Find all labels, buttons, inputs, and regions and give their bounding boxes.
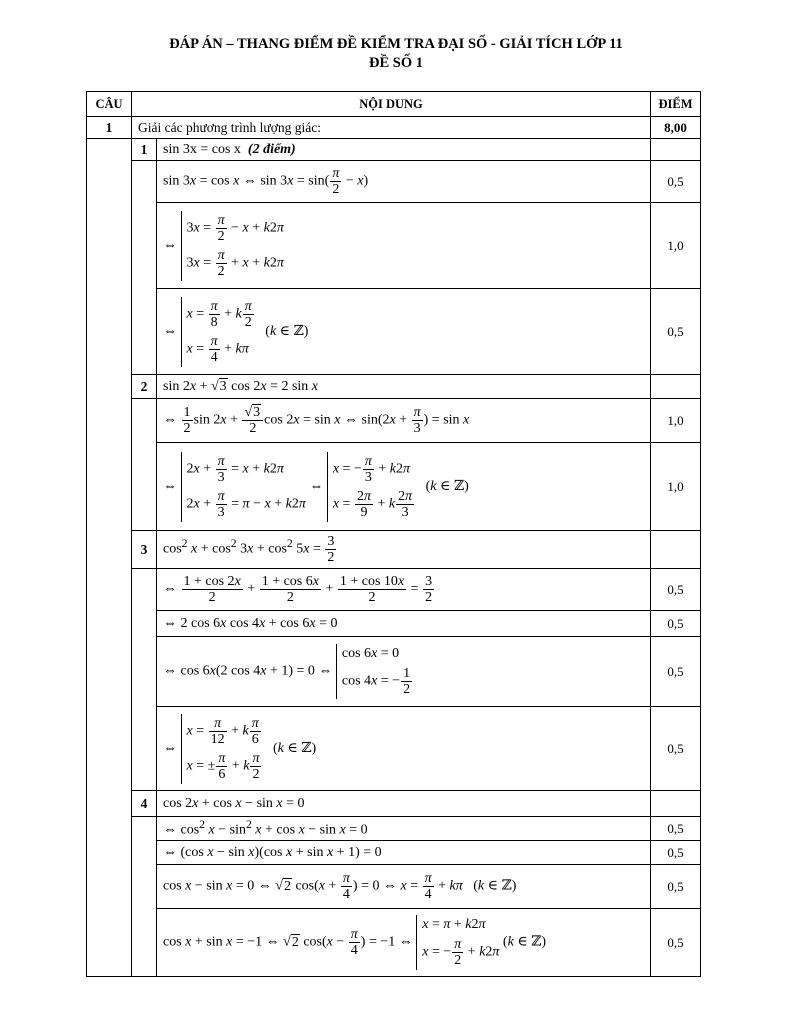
table-row xyxy=(87,909,701,977)
points-empty xyxy=(651,791,701,817)
question-number: 1 xyxy=(87,117,132,139)
step-content: ⇔ (cos x − sin x)(cos x + sin x + 1) = 0 xyxy=(157,841,651,865)
table-row xyxy=(87,707,701,791)
step-points: 0,5 xyxy=(651,289,701,375)
part-statement: sin 2x + √3 cos 2x = 2 sin x xyxy=(157,375,651,399)
header-cau: CÂU xyxy=(87,92,132,117)
step-points: 1,0 xyxy=(651,203,701,289)
spacer-cell xyxy=(132,399,157,531)
table-row xyxy=(87,443,701,531)
part-statement: cos 2x + cos x − sin x = 0 xyxy=(157,791,651,817)
step-content: sin 3x = cos x ⇔ sin 3x = sin( $\frac{\pi}{2}$ − x) xyxy=(157,161,651,203)
part-number: 1 xyxy=(132,139,157,161)
points-empty xyxy=(651,375,701,399)
step-points: 0,5 xyxy=(651,161,701,203)
step-points: 0,5 xyxy=(651,611,701,637)
header-diem: ĐIỂM xyxy=(651,92,701,117)
part-statement: $\cos^2 x + \cos^2 3x + \cos^2 5x$ = $\frac{3}{2}$ xyxy=(157,531,651,569)
points-empty xyxy=(651,531,701,569)
step-points: 1,0 xyxy=(651,443,701,531)
table-row xyxy=(87,865,701,909)
step-content: cos x − sin x = 0 ⇔ √2 cos(x + $\frac{\pi}{4}$ ) = 0 ⇔ x = $\frac{\pi}{4}$ + kπ (k ∈ ℤ) xyxy=(157,865,651,909)
step-content: ⇔ 2 cos 6x cos 4x + cos 6x = 0 xyxy=(157,611,651,637)
step-content: ⇔ x = $\frac{\pi}{8}$ + k $\frac{\pi}{2}$ x = $\frac{\pi}{4}$ + kπ (k ∈ ℤ) xyxy=(157,289,651,375)
table-row xyxy=(87,399,701,443)
step-content: ⇔ cos 6x(2 cos 4x + 1) = 0 ⇔ cos 6x = 0 cos 4x = − $\frac{1}{2}$ xyxy=(157,637,651,707)
table-row xyxy=(87,161,701,203)
page-title: ĐÁP ÁN – THANG ĐIỂM ĐỀ KIỂM TRA ĐẠI SỐ - GIẢI TÍCH LỚP 11 xyxy=(169,36,623,52)
step-content: ⇔ $\cos^2 x - \sin^2 x + \cos x - \sin x = 0$ xyxy=(157,817,651,841)
spacer-cell xyxy=(87,139,132,977)
step-content: ⇔ 2x + $\frac{\pi}{3}$ = x + k2π 2x + $\frac{\pi}{3}$ = π − x + k2π ⇔ x = − $\frac{\pi}{3}$ + k2π x = $\frac{2\pi}{9}$ + k $\frac{2\pi}{3}$ (k ∈ ℤ) xyxy=(157,443,651,531)
table-row xyxy=(87,117,701,139)
table-row xyxy=(87,611,701,637)
table-row xyxy=(87,841,701,865)
table-row xyxy=(87,817,701,841)
part-statement xyxy=(157,139,651,161)
table-row xyxy=(87,637,701,707)
table-row xyxy=(87,569,701,611)
page-subtitle: ĐỀ SỐ 1 xyxy=(369,55,423,71)
spacer-cell xyxy=(132,161,157,375)
part-statement-text: sin 3x = cos x xyxy=(163,141,241,157)
header-noidung: NỘI DUNG xyxy=(132,92,651,117)
step-content: ⇔ $\frac{1 + \cos 2x}{2}$ + $\frac{1 + \cos 6x}{2}$ + $\frac{1 + \cos 10x}{2}$ = $\frac{3}{2}$ xyxy=(157,569,651,611)
step-content: ⇔ $\frac{1}{2}$ sin 2x + $\frac{√3}{2}$ cos 2x = sin x ⇔ sin(2x + $\frac{\pi}{3}$ ) = sin x xyxy=(157,399,651,443)
step-content: ⇔ 3x = $\frac{\pi}{2}$ − x + k2π 3x = $\frac{\pi}{2}$ + x + k2π xyxy=(157,203,651,289)
step-points: 0,5 xyxy=(651,909,701,977)
table-row xyxy=(87,791,701,817)
step-points: 0,5 xyxy=(651,637,701,707)
table-row xyxy=(87,139,701,161)
table-row xyxy=(87,289,701,375)
table-row xyxy=(87,375,701,399)
answer-table xyxy=(86,91,701,977)
question-points: 8,00 xyxy=(651,117,701,139)
step-points: 0,5 xyxy=(651,841,701,865)
step-points: 0,5 xyxy=(651,817,701,841)
part-number: 4 xyxy=(132,791,157,817)
spacer-cell xyxy=(132,569,157,791)
spacer-cell xyxy=(132,817,157,977)
part-number: 2 xyxy=(132,375,157,399)
table-row xyxy=(87,203,701,289)
step-content: ⇔ x = $\frac{\pi}{12}$ + k $\frac{\pi}{6}$ x = ± $\frac{\pi}{6}$ + k $\frac{\pi}{2}$ (k ∈ ℤ) xyxy=(157,707,651,791)
part-note: (2 điểm) xyxy=(247,141,296,157)
part-number: 3 xyxy=(132,531,157,569)
step-points: 0,5 xyxy=(651,865,701,909)
table-header-row xyxy=(87,92,701,117)
step-points: 0,5 xyxy=(651,569,701,611)
points-empty xyxy=(651,139,701,161)
step-points: 1,0 xyxy=(651,399,701,443)
question-text: Giải các phương trình lượng giác: xyxy=(132,117,651,139)
step-points: 0,5 xyxy=(651,707,701,791)
step-content: cos x + sin x = −1 ⇔ √2 cos(x − $\frac{\pi}{4}$ ) = −1 ⇔ x = π + k2π x = − $\frac{\pi}{2}$ + k2π (k ∈ ℤ) xyxy=(157,909,651,977)
table-row xyxy=(87,531,701,569)
